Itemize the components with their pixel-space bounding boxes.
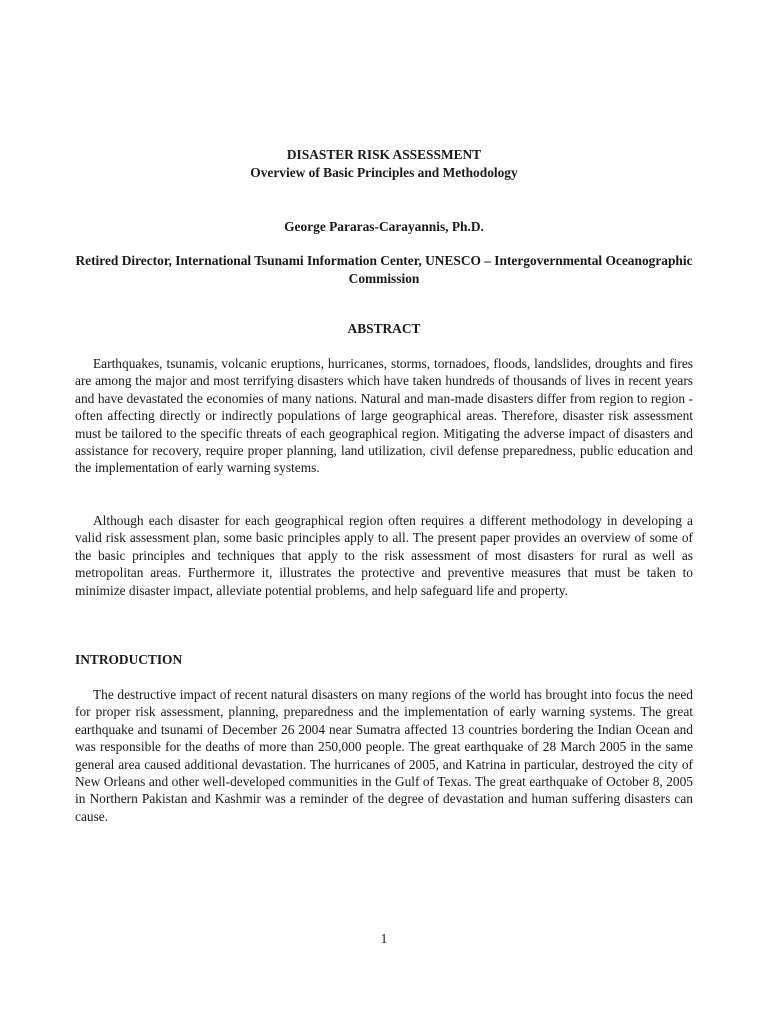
author-affiliation: Retired Director, International Tsunami Information Center, UNESCO – Intergovernmental Oceanographic Commission xyxy=(75,253,693,286)
page-number: 1 xyxy=(380,931,388,946)
abstract-heading: ABSTRACT xyxy=(347,321,421,336)
abstract-paragraph: Earthquakes, tsunamis, volcanic eruptions, hurricanes, storms, tornadoes, floods, landslides, droughts and fires are among the major and most terrifying disasters which have taken hundreds of thousands of lives in recent years and have devastated the economies of many nations. Natural and man-made disasters differ from region to region - often affecting directly or indirectly populations of large geographical areas. Therefore, disaster risk assessment must be tailored to the specific threats of each geographical region. Mitigating the adverse impact of disasters and assistance for recovery, require proper planning, land utilization, civil defense preparedness, public education and the implementation of early warning systems. xyxy=(75,356,693,476)
document-title: DISASTER RISK ASSESSMENT xyxy=(286,147,482,162)
introduction-heading: INTRODUCTION xyxy=(75,652,183,667)
author-name: George Pararas-Carayannis, Ph.D. xyxy=(284,219,484,234)
abstract-paragraph: Although each disaster for each geographical region often requires a different methodology in developing a valid risk assessment plan, some basic principles apply to all. The present paper provides an overview of some of the basic principles and techniques that apply to the risk assessment of most disasters for rural as well as metropolitan areas. Furthermore it, illustrates the protective and preventive measures that must be taken to minimize disaster impact, alleviate potential problems, and help safeguard life and property. xyxy=(75,513,693,598)
document-subtitle: Overview of Basic Principles and Methodology xyxy=(250,165,518,180)
introduction-paragraph: The destructive impact of recent natural disasters on many regions of the world has brought into focus the need for proper risk assessment, planning, preparedness and the implementation of early warning systems. The great earthquake and tsunami of December 26 2004 near Sumatra affected 13 countries bordering the Indian Ocean and was responsible for the deaths of more than 250,000 people. The great earthquake of 28 March 2005 in the same general area caused additional devastation. The hurricanes of 2005, and Katrina in particular, destroyed the city of New Orleans and other well-developed communities in the Gulf of Texas. The great earthquake of October 8, 2005 in Northern Pakistan and Kashmir was a reminder of the degree of devastation and human suffering disasters can cause. xyxy=(75,687,693,824)
